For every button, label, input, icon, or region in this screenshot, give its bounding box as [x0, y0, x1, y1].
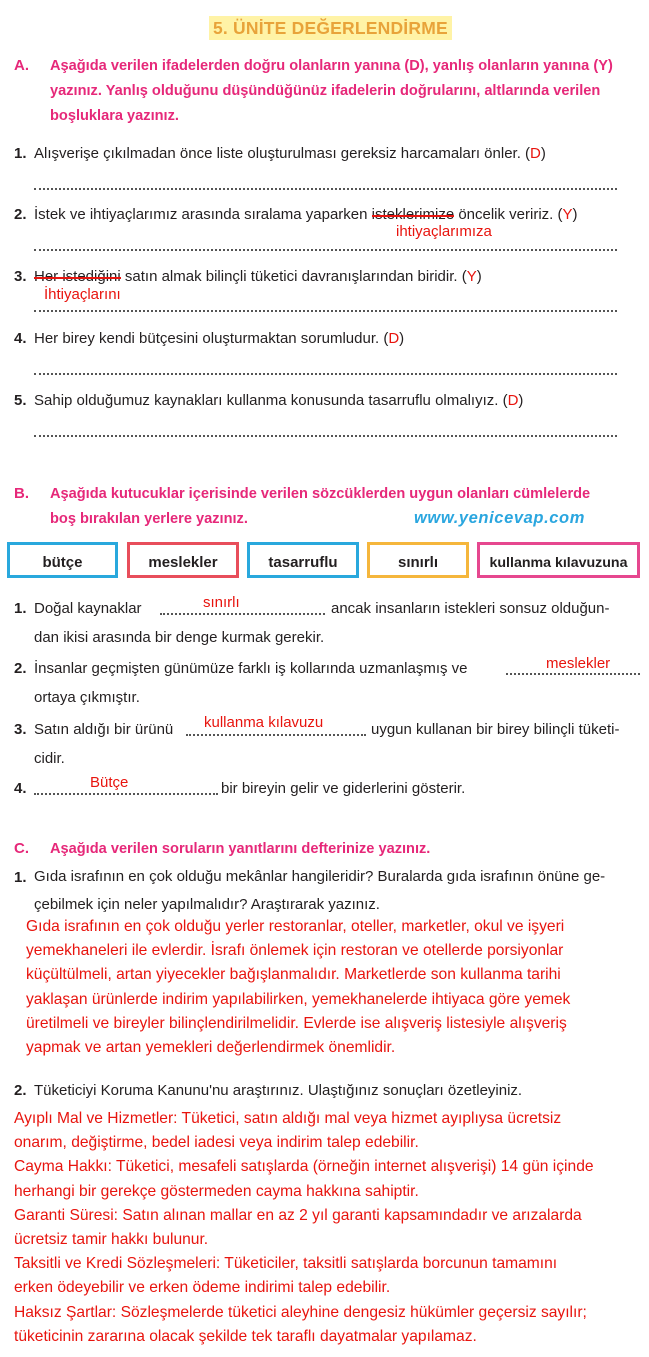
section-c-letter: C. — [14, 840, 29, 857]
statement-a1 — [34, 145, 546, 162]
answer-line-text: yemekhaneleri ile evlerdir. İsrafı önlemek için restoran ve otellerde porsiyonlar — [26, 942, 564, 960]
answer-line-text: herhangi bir gerekçe göstermeden cayma hakkına sahiptir. — [14, 1182, 419, 1200]
filled-answer: Bütçe — [90, 774, 129, 791]
word-box-butce: bütçe — [7, 542, 118, 578]
section-c-instruction: Aşağıda verilen soruların yanıtlarını defterinize yazınız. — [50, 841, 431, 857]
struck-word: isteklerimize — [371, 206, 455, 223]
sentence-text: uygun kullanan bir birey bilinçli tüketi- — [371, 721, 620, 738]
statement-text: Alışverişe çıkılmadan önce liste oluşturulması gereksiz harcamaları önler. ( — [34, 145, 531, 162]
blank-line — [160, 613, 325, 615]
sentence-b3-line2: cidir. — [34, 750, 65, 767]
filled-answer: kullanma kılavuzu — [204, 714, 324, 731]
instruction-line: Aşağıda kutucuklar içerisinde verilen sözcüklerden uygun olanları cümlelerde — [50, 486, 591, 502]
answer-line-text: tüketicinin zararına olacak şekilde tek taraflı dayatmalar yapılamaz. — [14, 1327, 477, 1345]
word-box-sinirli: sınırlı — [367, 542, 469, 578]
answer-c2 — [14, 1107, 644, 1349]
instruction-line: boş bırakılan yerlere yazınız. — [50, 511, 248, 527]
statement-text: öncelik veririz. ( — [454, 206, 563, 223]
question-c2: Tüketiciyi Koruma Kanunu'nu araştırınız. Ulaştığınız sonuçları özetleyiniz. — [34, 1082, 523, 1099]
answer-line-text: yaklaşan ürünlerde indirim yapılabilirken, yemekhanelerde ihtiyaca göre yemek — [26, 990, 571, 1008]
item-number: 2. — [14, 1082, 27, 1099]
answer-line-text: Taksitli ve Kredi Sözleşmeleri: Tüketiciler, taksitli satışlarda borcunun tamamını — [14, 1255, 558, 1273]
sentence-text: Doğal kaynaklar — [34, 600, 142, 617]
answer-c1 — [26, 915, 642, 1060]
answer-line — [34, 249, 617, 251]
item-number: 4. — [14, 780, 27, 797]
answer-mark: D — [530, 145, 541, 162]
item-number: 4. — [14, 330, 27, 347]
answer-line-text: Cayma Hakkı: Tüketici, mesafeli satışlarda (örneğin internet alışverişi) 14 gün içinde — [14, 1158, 594, 1176]
close-paren: ) — [572, 206, 578, 223]
answer-line-text: Gıda israfının en çok olduğu yerler restoranlar, oteller, marketler, okul ve işyeri — [26, 918, 565, 935]
item-number: 2. — [14, 660, 27, 677]
section-a-letter: A. — [14, 57, 29, 74]
sentence-text: ancak insanların istekleri sonsuz olduğun- — [331, 600, 610, 617]
item-number: 1. — [14, 600, 27, 617]
answer-line — [34, 435, 617, 437]
answer-line-text: Garanti Süresi: Satın alınan mallar en az 2 yıl garanti kapsamındadır ve arızalarda — [14, 1206, 582, 1224]
close-paren: ) — [518, 392, 524, 409]
word-box-meslekler: meslekler — [127, 542, 239, 578]
answer-line-text: küçültülmeli, artan yiyecekler bağışlanmalıdır. Marketlerde son kullanma tarihi — [26, 966, 561, 984]
sentence-b3-line1: Satın aldığı bir ürünü — [34, 721, 174, 738]
answer-line — [34, 188, 617, 190]
watermark-text: www.yenicevap.com — [414, 509, 585, 527]
answer-mark: Y — [466, 268, 477, 285]
statement-text: Sahip olduğumuz kaynakları kullanma konusunda tasarruflu olmalıyız. ( — [34, 392, 508, 409]
answer-line — [34, 310, 617, 312]
blank-line — [34, 793, 218, 795]
question-line: Gıda israfının en çok olduğu mekânlar hangileridir? Buralarda gıda israfının önüne ge- — [34, 868, 606, 885]
close-paren: ) — [476, 268, 482, 285]
instruction-line: Aşağıda verilen ifadelerden doğru olanların yanına (D), yanlış olanların yanına (Y) — [50, 58, 613, 74]
correction-text: ihtiyaçlarımıza — [396, 223, 492, 240]
sentence-b2-line1: İnsanlar geçmişten günümüze farklı iş kollarında uzmanlaşmış ve — [34, 660, 468, 677]
answer-mark: D — [507, 392, 519, 409]
sentence-b2-line2: ortaya çıkmıştır. — [34, 689, 140, 706]
answer-line-text: üretilmeli ve bireyler bilinçlendirilmelidir. Evlerde ise alışveriş listesiyle alışveriş — [26, 1014, 567, 1032]
item-number: 5. — [14, 392, 27, 409]
blank-line — [506, 673, 640, 675]
item-number: 2. — [14, 206, 27, 223]
statement-a4 — [34, 330, 404, 347]
answer-line-text: Ayıplı Mal ve Hizmetler: Tüketici, satın aldığı mal veya hizmet ayıplıysa ücretsiz — [14, 1110, 562, 1127]
statement-a5 — [34, 392, 523, 409]
item-number: 3. — [14, 268, 27, 285]
instruction-line: yazınız. Yanlış olduğunu düşündüğünüz ifadelerin doğrularını, altlarında verilen — [50, 83, 601, 99]
sentence-text: bir bireyin gelir ve giderlerini gösterir. — [221, 780, 466, 797]
section-b-letter: B. — [14, 485, 29, 502]
item-number: 1. — [14, 145, 27, 162]
answer-line-text: ücretsiz tamir hakkı bulunur. — [14, 1231, 209, 1249]
answer-line-text: yapmak ve artan yemekleri değerlendirmek önemlidir. — [26, 1039, 396, 1057]
page-title: 5. ÜNİTE DEĞERLENDİRME — [209, 16, 452, 40]
statement-a3 — [34, 268, 482, 285]
sentence-b1-line1 — [34, 600, 142, 617]
statement-text: İstek ve ihtiyaçlarımız arasında sıralama yaparken — [34, 206, 372, 223]
statement-a2 — [34, 206, 578, 223]
word-box-kullanma-kilavuzuna: kullanma kılavuzuna — [477, 542, 640, 578]
struck-word: Her istediğini — [34, 268, 121, 285]
answer-line — [34, 373, 617, 375]
blank-line — [186, 734, 366, 736]
item-number: 3. — [14, 721, 27, 738]
filled-answer: sınırlı — [203, 594, 240, 611]
answer-line-text: erken ödeyebilir ve erken ödeme indirimi talep edebilir. — [14, 1279, 391, 1297]
question-c1 — [34, 863, 605, 919]
sentence-b1-line2: dan ikisi arasında bir denge kurmak gerekir. — [34, 629, 325, 646]
close-paren: ) — [540, 145, 546, 162]
question-line: çebilmek için neler yapılmalıdır? Araştırarak yazınız. — [34, 896, 380, 913]
statement-text: satın almak bilinçli tüketici davranışlarından biridir. ( — [120, 268, 467, 285]
filled-answer: meslekler — [546, 655, 611, 672]
word-box-tasarruflu: tasarruflu — [247, 542, 359, 578]
instruction-line: boşluklara yazınız. — [50, 108, 179, 124]
answer-mark: Y — [562, 206, 573, 223]
statement-text: Her birey kendi bütçesini oluşturmaktan sorumludur. ( — [34, 330, 389, 347]
answer-line-text: onarım, değiştirme, bedel iadesi veya indirim talep edebilir. — [14, 1134, 419, 1152]
section-a-instruction — [50, 54, 613, 129]
close-paren: ) — [399, 330, 405, 347]
answer-mark: D — [388, 330, 400, 347]
answer-line-text: Haksız Şartlar: Sözleşmelerde tüketici aleyhine dengesiz hükümler geçersiz sayılır; — [14, 1303, 587, 1321]
item-number: 1. — [14, 869, 27, 886]
correction-text: İhtiyaçlarını — [44, 286, 121, 303]
